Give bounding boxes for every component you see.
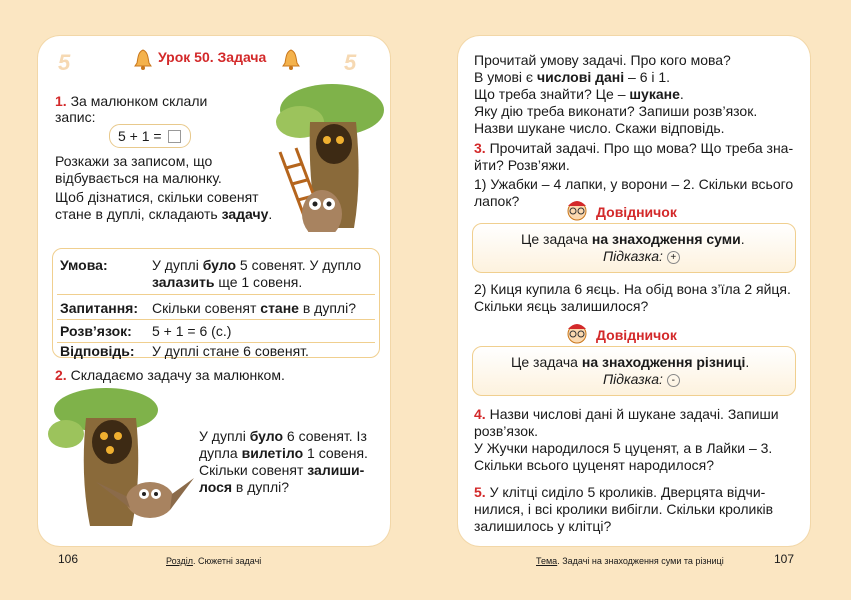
task2-line3: Скільки совенят залиши- bbox=[199, 462, 365, 478]
footer-right: Тема. Задачі на знаходження суми та різниці bbox=[536, 556, 724, 566]
task1-line4: відбувається на малюнку. bbox=[55, 170, 222, 186]
task1-line5: Щоб дізнатися, скільки совенят bbox=[55, 189, 259, 205]
table-divider bbox=[57, 319, 375, 320]
task5-line1: 5. У клітці сиділо 5 кроликів. Дверцята відчи- bbox=[474, 484, 766, 500]
info-table bbox=[52, 248, 380, 358]
row-value-answer: У дуплі стане 6 совенят. bbox=[152, 343, 309, 359]
task2-line1: У дуплі було 6 совенят. Із bbox=[199, 428, 367, 444]
row-value-condition-1: У дуплі було 5 совенят. У дупло bbox=[152, 257, 362, 273]
guide-box-difference-text: Це задача на знаходження різниці. bbox=[511, 354, 750, 370]
bell-icon bbox=[282, 48, 300, 70]
bell-icon bbox=[134, 48, 152, 70]
task4-line3: У Жучки народилося 5 цуценят, а в Лайки – 3. bbox=[474, 440, 773, 456]
right-page bbox=[458, 36, 810, 546]
formula-box: 5 + 1 = bbox=[109, 124, 191, 148]
owl-flying-illustration bbox=[46, 386, 196, 532]
task3-line3: 1) Ужабки – 4 лапки, у ворони – 2. Скільки всього bbox=[474, 176, 794, 192]
task4-line1: 4. Назви числові дані й шукане задачі. Запиши bbox=[474, 406, 779, 422]
page-number-left: 106 bbox=[58, 552, 79, 566]
row-value-question: Скільки совенят стане в дуплі? bbox=[152, 300, 356, 316]
task3-line6: Скільки яєць залишилося? bbox=[474, 298, 649, 314]
guide-mascot-icon bbox=[564, 319, 590, 345]
table-divider bbox=[57, 294, 375, 295]
left-page bbox=[38, 36, 390, 546]
task1-line1: 1. За малюнком склали bbox=[55, 93, 208, 109]
task3-line2: йти? Розв’яжи. bbox=[474, 157, 570, 173]
deco-five-right: 5 bbox=[344, 50, 357, 75]
row-value-solution: 5 + 1 = 6 (с.) bbox=[152, 323, 232, 339]
task5-line2: нилися, і всі кролики вибігли. Скільки кроликів bbox=[474, 501, 774, 517]
guide-mascot-icon bbox=[564, 196, 590, 222]
deco-five-left: 5 bbox=[58, 50, 71, 75]
intro-line1: Прочитай умову задачі. Про кого мова? bbox=[474, 52, 731, 68]
row-value-condition-2: залазить ще 1 совеня. bbox=[152, 274, 303, 290]
task2-line2: дупла вилетіло 1 совеня. bbox=[199, 445, 368, 461]
answer-square bbox=[168, 130, 181, 143]
intro-line2: В умові є числові дані – 6 і 1. bbox=[474, 69, 671, 85]
task3-line1: 3. Прочитай задачі. Про що мова? Що треба зна- bbox=[474, 140, 794, 156]
guide-label-2: Довідничок bbox=[596, 327, 677, 343]
owl-tree-illustration bbox=[270, 82, 386, 232]
guide-label-1: Довідничок bbox=[596, 204, 677, 220]
task4-line2: розв’язок. bbox=[474, 423, 539, 439]
task4-line4: Скільки всього цуценят народилося? bbox=[474, 457, 715, 473]
task3-line4: лапок? bbox=[474, 193, 520, 209]
task1-line6: стане в дуплі, складають задачу. bbox=[55, 206, 273, 222]
guide-box-difference-hint: Підказка: - bbox=[603, 371, 680, 388]
task2-title: 2. Складаємо задачу за малюнком. bbox=[55, 367, 285, 383]
guide-box-difference bbox=[472, 346, 796, 396]
intro-line4: Яку дію треба виконати? Запиши розв’язок. bbox=[474, 103, 758, 119]
row-label-answer: Відповідь: bbox=[60, 343, 135, 359]
page-number-right: 107 bbox=[774, 552, 795, 566]
row-label-question: Запитання: bbox=[60, 300, 139, 316]
task1-line3: Розкажи за записом, що bbox=[55, 153, 213, 169]
footer-left: Розділ. Сюжетні задачі bbox=[166, 556, 262, 566]
task2-line4: лося в дуплі? bbox=[199, 479, 290, 495]
task3-line5: 2) Киця купила 6 яєць. На обід вона з’їла 2 яйця. bbox=[474, 281, 791, 297]
lesson-title-bar bbox=[38, 46, 390, 75]
plus-icon: + bbox=[667, 251, 680, 264]
row-label-solution: Розв’язок: bbox=[60, 323, 132, 339]
intro-line3: Що треба знайти? Це – шукане. bbox=[474, 86, 684, 102]
guide-box-sum bbox=[472, 223, 796, 273]
intro-line5: Назви шукане число. Скажи відповідь. bbox=[474, 120, 725, 136]
row-label-condition: Умова: bbox=[60, 257, 108, 273]
guide-box-sum-text: Це задача на знаходження суми. bbox=[521, 231, 745, 247]
task5-line3: залишилось у клітці? bbox=[474, 518, 612, 534]
minus-icon: - bbox=[667, 374, 680, 387]
guide-box-sum-hint: Підказка: + bbox=[603, 248, 680, 265]
task1-line2: запис: bbox=[55, 109, 96, 125]
page-title: Урок 50. Задача bbox=[158, 49, 267, 65]
